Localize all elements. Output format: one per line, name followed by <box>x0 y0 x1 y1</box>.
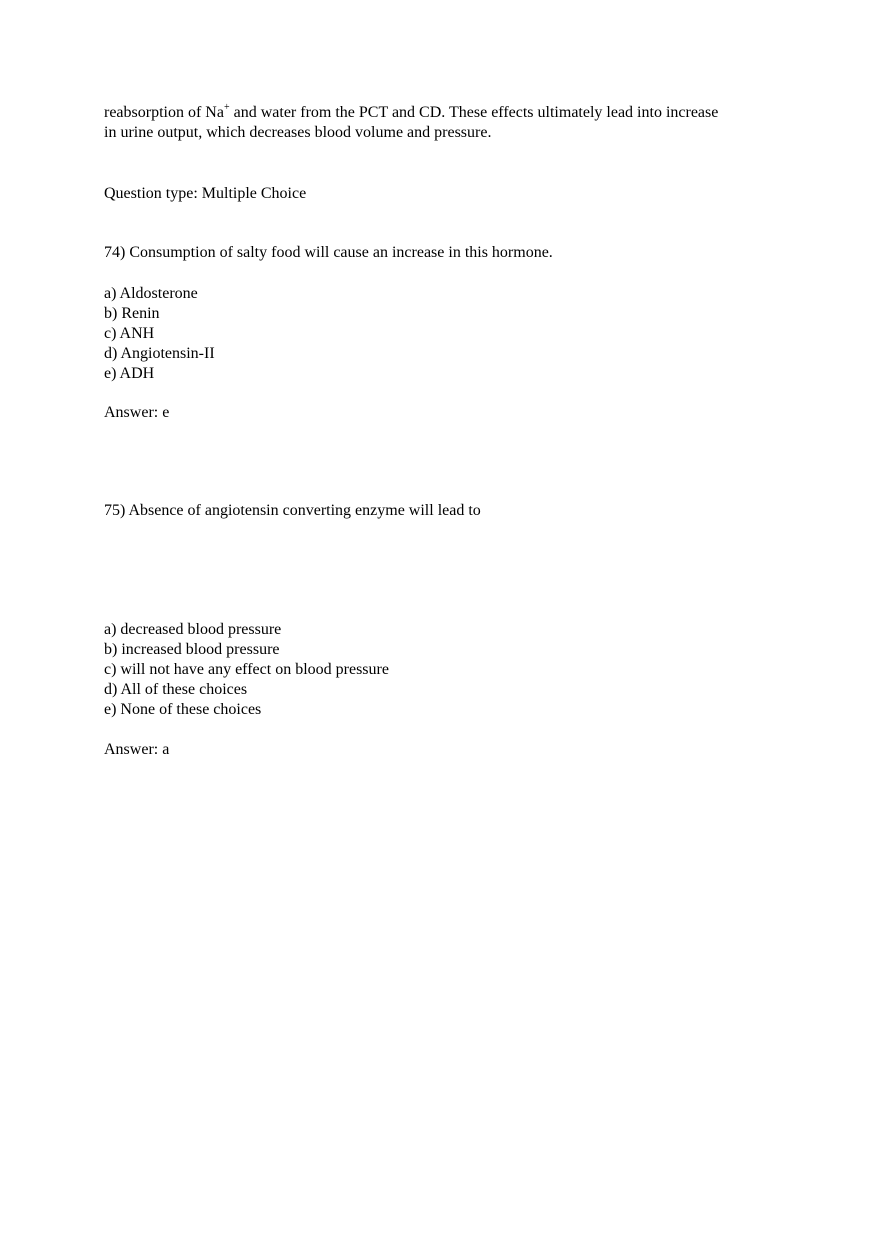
option-item: b) increased blood pressure <box>104 641 280 658</box>
option-item: c) ANH <box>104 325 155 342</box>
question-74-answer: Answer: e <box>104 404 170 421</box>
sodium-ion-superscript: + <box>223 102 230 113</box>
question-74-options <box>104 284 784 384</box>
question-74-text: 74) Consumption of salty food will cause an increase in this hormone. <box>104 244 553 261</box>
question-type-label: Question type: Multiple Choice <box>104 185 307 202</box>
question-75-options <box>104 620 784 720</box>
explanation-text-start: reabsorption of Na <box>104 104 224 121</box>
option-item: d) All of these choices <box>104 681 248 698</box>
option-item: a) Aldosterone <box>104 285 198 302</box>
question-75-text: 75) Absence of angiotensin converting enzyme will lead to <box>104 502 481 519</box>
explanation-text-end: and water from the PCT and CD. These effects ultimately lead into increase <box>229 104 719 121</box>
option-item: e) None of these choices <box>104 701 262 718</box>
explanation-line-2: in urine output, which decreases blood volume and pressure. <box>104 124 492 141</box>
option-item: a) decreased blood pressure <box>104 621 282 638</box>
question-75-answer: Answer: a <box>104 741 170 758</box>
explanation-paragraph <box>104 103 784 143</box>
option-item: d) Angiotensin-II <box>104 345 215 362</box>
option-item: e) ADH <box>104 365 155 382</box>
explanation-line-1 <box>104 103 784 123</box>
option-item: c) will not have any effect on blood pressure <box>104 661 389 678</box>
option-item: b) Renin <box>104 305 160 322</box>
